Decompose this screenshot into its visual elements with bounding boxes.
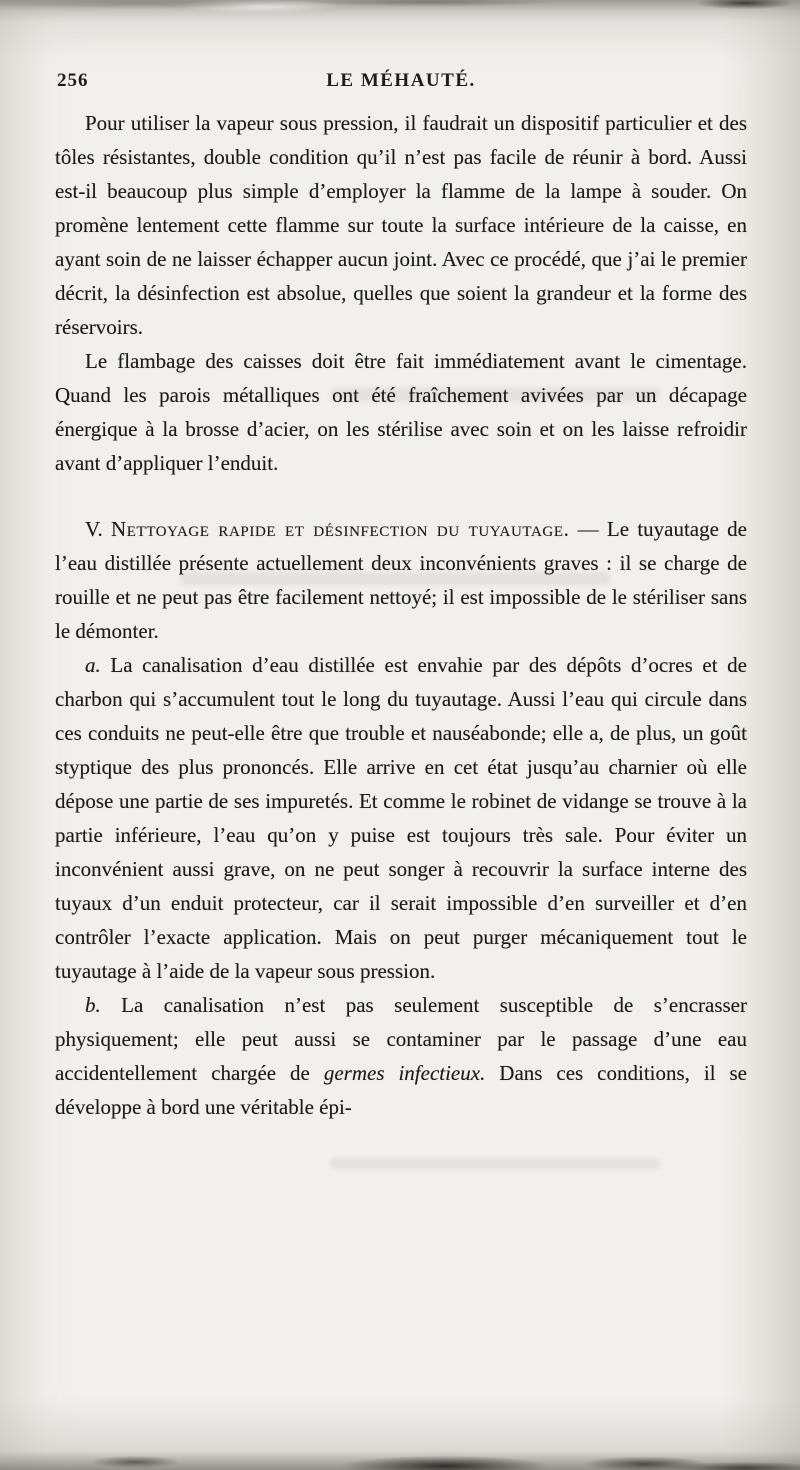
item-letter: b. <box>85 993 101 1017</box>
paragraph-text: La canalisation n’est pas seulement susceptible de s’encrasser physiquement; elle peut aussi se contaminer par le passage d’une eau accidentellement chargée de <box>55 993 747 1085</box>
paragraph-section-v <box>55 512 747 648</box>
running-title: LE MÉHAUTÉ. <box>326 70 476 91</box>
paragraph-text: — Le tuyautage de l’eau distillée présente actuellement deux inconvénients graves : il se charge de rouille et ne peut pas être facilement nettoyé; il est impossible de le stériliser sans le démonter. <box>55 517 748 643</box>
italic-phrase: germes infectieux. <box>323 1061 486 1085</box>
section-number: V. <box>85 517 111 541</box>
scan-artifact <box>330 1158 660 1169</box>
scan-edge-bottom <box>0 1438 800 1470</box>
paragraph-item-a <box>55 648 747 988</box>
paragraph-text: Le flambage des caisses doit être fait immédiatement avant le cimentage. Quand les parois métalliques ont été fraîchement avivées par un décapage énergique à la brosse d’acier, on les stérilise avec soin et on les laisse refroidir avant d’appliquer l’enduit. <box>55 349 747 475</box>
item-letter: a. <box>85 653 101 677</box>
paragraph <box>55 106 747 344</box>
paragraph-item-b <box>55 988 747 1124</box>
page-header <box>55 70 747 92</box>
page-number: 256 <box>57 70 89 91</box>
paragraph-text: La canalisation d’eau distillée est envahie par des dépôts d’ocres et de charbon qui s’accumulent tout le long du tuyautage. Aussi l’eau qui circule dans ces conduits ne peut-elle être que trouble et nauséabonde; elle a, de plus, un goût styptique des plus prononcés. Elle arrive en cet état jusqu’au charnier où elle dépose une partie de ses impuretés. Et comme le robinet de vidange se trouve à la partie inférieure, l’eau qu’on y puise est toujours très sale. Pour éviter un inconvénient aussi grave, on ne peut songer à recouvrir la surface interne des tuyaux d’un enduit protecteur, car il serait impossible d’en surveiller et d’en contrôler l’exacte application. Mais on peut purger mécaniquement tout le tuyautage à l’aide de la vapeur sous pression. <box>55 653 747 983</box>
paragraph <box>55 344 747 480</box>
paragraph-text: Dans ces conditions, il se développe à bord une véritable épi- <box>55 1061 747 1119</box>
paragraph-text: Pour utiliser la vapeur sous pression, il faudrait un dispositif particulier et des tôles résistantes, double condition qu’il n’est pas facile de réunir à bord. Aussi est-il beaucoup plus simple d’employer la flamme de la lampe à souder. On promène lentement cette flamme sur toute la surface intérieure de la caisse, en ayant soin de ne laisser échapper aucun joint. Avec ce procédé, que j’ai le premier décrit, la désinfection est absolue, quelles que soient la grandeur et la forme des réservoirs. <box>55 111 747 339</box>
scan-edge-top <box>0 0 800 22</box>
section-heading: Nettoyage rapide et désinfection du tuyautage. <box>110 517 570 541</box>
page-body <box>55 106 747 1124</box>
